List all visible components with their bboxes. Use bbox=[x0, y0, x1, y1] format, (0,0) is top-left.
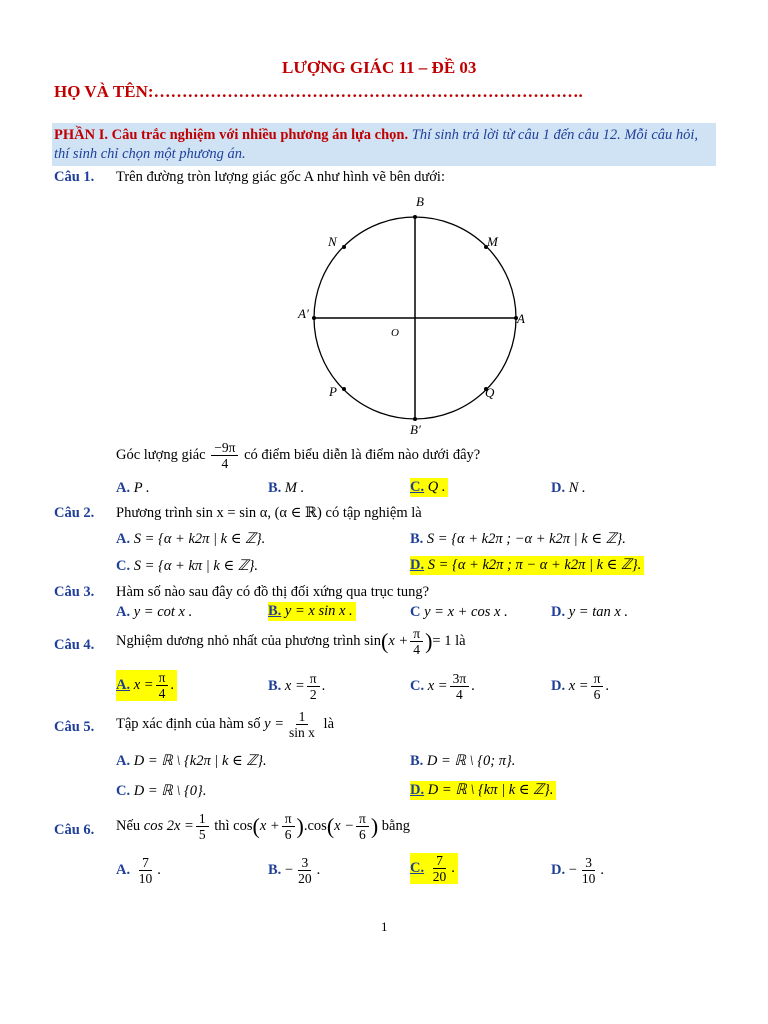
label-m: M bbox=[487, 234, 498, 249]
option-text: N . bbox=[568, 480, 586, 496]
frac-num: 7 bbox=[433, 853, 446, 869]
q2-option-a[interactable] bbox=[116, 531, 265, 548]
q3-option-c[interactable] bbox=[410, 604, 508, 621]
question-6-label: Câu 6. bbox=[54, 822, 95, 838]
label-a-prime: A′ bbox=[298, 306, 309, 321]
question-5-label: Câu 5. bbox=[54, 719, 95, 735]
option-text: y = x sin x . bbox=[284, 603, 353, 619]
option-post: . bbox=[451, 859, 455, 876]
option-label: C. bbox=[410, 859, 425, 876]
frac-den: 20 bbox=[298, 871, 312, 886]
page-number: 1 bbox=[381, 919, 388, 934]
q6-option-a[interactable] bbox=[116, 855, 161, 886]
question-6-stem: Nếu cos 2x = $\frac{1}{5}$ thì cos(x + $\frac{\pi}{6}$ ).cos(x − $\frac{\pi}{6}$ ) bằng bbox=[116, 811, 410, 842]
q5-y-equals: y = bbox=[264, 715, 285, 732]
q6-then: thì bbox=[214, 817, 230, 834]
option-fraction bbox=[156, 670, 169, 701]
label-n: N bbox=[328, 234, 337, 249]
frac-num: 1 bbox=[296, 709, 309, 725]
option-label: B. bbox=[410, 531, 424, 547]
question-4-label: Câu 4. bbox=[54, 637, 95, 653]
q4-option-a-correct[interactable] bbox=[116, 670, 177, 701]
frac-num: π bbox=[356, 811, 369, 827]
option-post: . bbox=[170, 676, 175, 693]
q6-stem-post: bằng bbox=[381, 817, 410, 834]
point-a-prime bbox=[312, 316, 316, 320]
option-text: D = ℝ \ {kπ | k ∈ ℤ}. bbox=[427, 782, 554, 798]
option-post: . bbox=[471, 677, 475, 694]
frac-den: 10 bbox=[581, 871, 596, 886]
option-label: B. bbox=[268, 861, 282, 878]
option-text: S = {α + k2π ; π − α + k2π | k ∈ ℤ}. bbox=[427, 557, 642, 573]
point-b bbox=[413, 215, 417, 219]
option-text: D = ℝ \ {k2π | k ∈ ℤ}. bbox=[133, 753, 267, 769]
option-label: C. bbox=[410, 479, 425, 495]
q4-stem-fraction bbox=[410, 626, 423, 657]
page-title: LƯỢNG GIÁC 11 – ĐỀ 03 bbox=[282, 58, 477, 77]
question-5-stem bbox=[116, 709, 334, 740]
frac-den: 6 bbox=[359, 827, 366, 842]
q5-fraction bbox=[286, 709, 318, 740]
option-label: A. bbox=[116, 676, 131, 693]
option-label: D. bbox=[410, 782, 425, 798]
label-b-prime: B′ bbox=[410, 422, 421, 437]
option-label: D. bbox=[410, 557, 425, 573]
q5-stem-text: Tập xác định của hàm số bbox=[116, 715, 261, 732]
option-text: S = {α + k2π | k ∈ ℤ}. bbox=[133, 531, 266, 547]
q6-option-c-correct[interactable] bbox=[410, 853, 458, 884]
frac-den: 6 bbox=[284, 827, 292, 842]
part-banner bbox=[54, 126, 716, 164]
q5-option-a[interactable] bbox=[116, 753, 267, 770]
option-fraction bbox=[136, 855, 156, 886]
q5-option-c[interactable] bbox=[116, 783, 206, 800]
part-heading: PHẦN I. Câu trắc nghiệm với nhiều phương án lựa chọn. bbox=[54, 127, 409, 143]
frac-num: π bbox=[156, 670, 169, 686]
option-text: Q . bbox=[427, 479, 446, 495]
frac-num: 7 bbox=[139, 855, 152, 871]
label-b: B bbox=[416, 194, 424, 209]
q2-option-d-correct[interactable] bbox=[410, 556, 644, 575]
q6-dot-cos: .cos bbox=[303, 817, 327, 834]
frac-num: π bbox=[410, 626, 423, 642]
frac-num: π bbox=[282, 811, 295, 827]
option-label: C. bbox=[116, 783, 131, 799]
q3-option-b-correct[interactable] bbox=[268, 602, 356, 621]
frac-den: 5 bbox=[198, 827, 206, 842]
q3-option-d[interactable] bbox=[551, 604, 628, 621]
option-label: C. bbox=[116, 558, 131, 574]
option-text: y = tan x . bbox=[568, 604, 629, 620]
option-text: y = x + cos x . bbox=[424, 604, 508, 620]
q6-x-minus: x − bbox=[334, 817, 355, 834]
frac-den: 4 bbox=[413, 642, 421, 657]
question-1-label: Câu 1. bbox=[54, 169, 95, 185]
q2-option-b[interactable] bbox=[410, 531, 626, 548]
option-label: D. bbox=[551, 677, 566, 694]
q5-option-b[interactable] bbox=[410, 753, 515, 770]
trig-circle-diagram bbox=[290, 190, 540, 440]
label-o: O bbox=[391, 327, 399, 339]
option-label: A. bbox=[116, 531, 131, 547]
q4-option-d[interactable] bbox=[551, 671, 609, 702]
q4-option-b[interactable] bbox=[268, 671, 325, 702]
q4-equals-one: = 1 bbox=[432, 632, 452, 649]
option-label: D. bbox=[551, 861, 566, 878]
option-sign: − bbox=[284, 861, 294, 878]
option-post: . bbox=[321, 677, 326, 694]
label-q: Q bbox=[485, 385, 495, 400]
q4-x-plus: x + bbox=[388, 632, 409, 649]
q4-sin: sin bbox=[364, 632, 382, 649]
question-1-stem: Trên đường tròn lượng giác gốc A như hình vẽ bên dưới: bbox=[116, 169, 445, 185]
option-text: S = {α + k2π ; −α + k2π | k ∈ ℤ}. bbox=[426, 531, 626, 547]
question-3-stem: Hàm số nào sau đây có đồ thị đối xứng qua trục tung? bbox=[116, 584, 430, 600]
option-pre: x = bbox=[284, 677, 305, 694]
q1-frac-num: −9π bbox=[211, 440, 238, 456]
q6-option-b[interactable] bbox=[268, 855, 320, 886]
q2-option-c[interactable] bbox=[116, 558, 258, 575]
frac-num: π bbox=[591, 671, 604, 687]
q1-option-c-correct[interactable] bbox=[410, 478, 448, 497]
question-2-stem: Phương trình sin x = sin α, (α ∈ ℝ) có tập nghiệm là bbox=[116, 505, 422, 521]
option-label: A. bbox=[116, 480, 131, 496]
name-line: HỌ VÀ TÊN:…………………………………………………………………. bbox=[54, 82, 583, 101]
option-label: A. bbox=[116, 604, 131, 620]
option-text: S = {α + kπ | k ∈ ℤ}. bbox=[133, 558, 259, 574]
label-p: P bbox=[329, 384, 337, 399]
option-text: D = ℝ \ {0}. bbox=[133, 783, 207, 799]
part-instructions: Thí sinh trả lời từ câu 1 đến câu 12. Mỗi câu hỏi, thí sinh chỉ chọn một phương án. bbox=[54, 127, 699, 162]
option-text: M . bbox=[284, 480, 305, 496]
frac-num: π bbox=[307, 671, 320, 687]
q4-stem-post: là bbox=[455, 632, 466, 649]
q3-option-a[interactable] bbox=[116, 604, 192, 621]
option-label: A. bbox=[116, 753, 131, 769]
point-n bbox=[342, 245, 346, 249]
option-text: P . bbox=[133, 480, 150, 496]
q1-frac-den: 4 bbox=[221, 456, 229, 471]
option-fraction bbox=[307, 671, 320, 702]
q5-stem-post: là bbox=[323, 715, 335, 732]
q4-option-c[interactable] bbox=[410, 671, 475, 702]
option-post: . bbox=[157, 861, 161, 878]
question-4-stem: Nghiệm dương nhỏ nhất của phương trình sin(x + $\frac{\pi}{4}$ )= 1 là bbox=[116, 626, 466, 657]
frac-num: 3 bbox=[582, 855, 595, 871]
q1-stem2-post: có điểm biểu diễn là điểm nào dưới đây? bbox=[244, 446, 481, 463]
option-pre: x = bbox=[427, 677, 448, 694]
q6-option-d[interactable] bbox=[551, 855, 604, 886]
q6-cos-a: cos bbox=[233, 817, 253, 834]
option-label: B. bbox=[268, 677, 282, 694]
q4-stem-text: Nghiệm dương nhỏ nhất của phương trình bbox=[116, 632, 361, 649]
option-pre: x = bbox=[568, 677, 589, 694]
option-fraction bbox=[430, 853, 450, 884]
frac-den: 4 bbox=[158, 686, 166, 701]
option-label: B. bbox=[410, 753, 424, 769]
option-label: C bbox=[410, 604, 421, 620]
frac-den: 2 bbox=[309, 687, 317, 702]
option-label: A. bbox=[116, 861, 131, 878]
option-post: . bbox=[316, 861, 321, 878]
option-text: D = ℝ \ {0; π}. bbox=[426, 753, 516, 769]
frac-den: 10 bbox=[138, 871, 153, 886]
option-pre: x = bbox=[133, 676, 154, 693]
q1-stem2-pre: Góc lượng giác bbox=[116, 446, 206, 463]
option-label: D. bbox=[551, 604, 566, 620]
frac-den: sin x bbox=[289, 725, 315, 740]
option-post: . bbox=[600, 861, 605, 878]
frac-num: 3π bbox=[450, 671, 470, 687]
option-label: D. bbox=[551, 480, 566, 496]
q6-cos2x: cos 2x = bbox=[143, 817, 194, 834]
frac-num: 3 bbox=[298, 855, 311, 871]
option-post: . bbox=[605, 677, 610, 694]
q6-x-plus: x + bbox=[259, 817, 280, 834]
q6-fraction-1 bbox=[196, 811, 209, 842]
option-label: C. bbox=[410, 677, 425, 694]
q1-fraction bbox=[211, 440, 238, 471]
frac-den: 20 bbox=[432, 869, 447, 884]
frac-den: 4 bbox=[456, 687, 463, 702]
q1-option-a[interactable] bbox=[116, 480, 150, 497]
frac-num: 1 bbox=[196, 811, 209, 827]
q1-option-b[interactable] bbox=[268, 480, 304, 497]
option-label: B. bbox=[268, 480, 282, 496]
point-p bbox=[342, 387, 346, 391]
question-2-label: Câu 2. bbox=[54, 505, 95, 521]
option-label: B. bbox=[268, 603, 282, 619]
option-fraction bbox=[579, 855, 599, 886]
frac-den: 6 bbox=[593, 687, 601, 702]
option-fraction bbox=[591, 671, 604, 702]
q6-fraction-3 bbox=[356, 811, 369, 842]
option-fraction bbox=[450, 671, 470, 702]
question-1-stem2 bbox=[116, 440, 480, 471]
label-a: A bbox=[517, 311, 525, 326]
q5-option-d-correct[interactable] bbox=[410, 781, 556, 800]
option-sign: − bbox=[568, 861, 577, 878]
point-b-prime bbox=[413, 417, 417, 421]
question-3-label: Câu 3. bbox=[54, 584, 95, 600]
q1-option-d[interactable] bbox=[551, 480, 586, 497]
option-fraction bbox=[295, 855, 315, 886]
q6-if: Nếu bbox=[116, 817, 141, 834]
option-text: y = cot x . bbox=[133, 604, 193, 620]
q6-fraction-2 bbox=[282, 811, 295, 842]
